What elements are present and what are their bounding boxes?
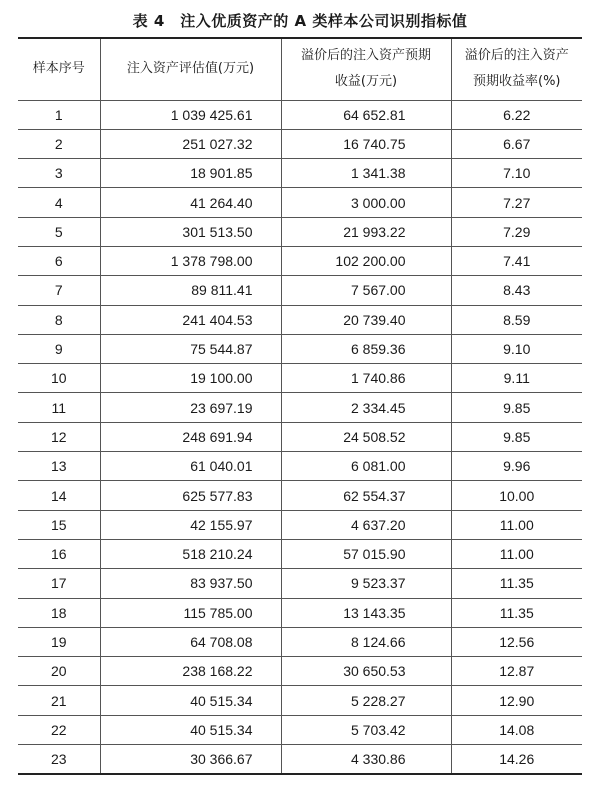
table-row — [18, 393, 582, 422]
cell-expected-income: 20 739.40 — [281, 305, 451, 334]
cell-sample-no: 12 — [18, 422, 100, 451]
cell-expected-rate: 14.26 — [451, 745, 582, 774]
cell-expected-rate: 9.96 — [451, 452, 582, 481]
cell-sample-no: 17 — [18, 569, 100, 598]
cell-asset-value: 41 264.40 — [100, 188, 281, 217]
cell-expected-income: 1 341.38 — [281, 159, 451, 188]
cell-sample-no: 7 — [18, 276, 100, 305]
header-asset-value: 注入资产评估值(万元) — [100, 38, 281, 100]
cell-expected-income: 13 143.35 — [281, 598, 451, 627]
cell-asset-value: 89 811.41 — [100, 276, 281, 305]
table-row — [18, 246, 582, 275]
cell-expected-rate: 9.10 — [451, 334, 582, 363]
header-expected-income — [281, 38, 451, 100]
cell-expected-income: 30 650.53 — [281, 657, 451, 686]
cell-expected-rate: 7.10 — [451, 159, 582, 188]
cell-expected-income: 1 740.86 — [281, 364, 451, 393]
cell-expected-income: 57 015.90 — [281, 539, 451, 568]
cell-sample-no: 21 — [18, 686, 100, 715]
cell-sample-no: 20 — [18, 657, 100, 686]
cell-sample-no: 11 — [18, 393, 100, 422]
cell-expected-rate: 12.90 — [451, 686, 582, 715]
header-expected-income-line1: 溢价后的注入资产预期 — [300, 48, 431, 64]
cell-expected-rate: 12.56 — [451, 627, 582, 656]
cell-expected-income: 8 124.66 — [281, 627, 451, 656]
cell-sample-no: 1 — [18, 100, 100, 129]
cell-expected-income: 5 703.42 — [281, 715, 451, 744]
cell-sample-no: 14 — [18, 481, 100, 510]
cell-asset-value: 248 691.94 — [100, 422, 281, 451]
cell-asset-value: 30 366.67 — [100, 745, 281, 774]
cell-sample-no: 15 — [18, 510, 100, 539]
cell-expected-rate: 6.22 — [451, 100, 582, 129]
table-row — [18, 569, 582, 598]
table-row — [18, 481, 582, 510]
table-row — [18, 334, 582, 363]
cell-sample-no: 13 — [18, 452, 100, 481]
cell-expected-rate: 9.85 — [451, 393, 582, 422]
cell-sample-no: 18 — [18, 598, 100, 627]
cell-asset-value: 625 577.83 — [100, 481, 281, 510]
cell-asset-value: 241 404.53 — [100, 305, 281, 334]
cell-expected-rate: 8.59 — [451, 305, 582, 334]
table-row — [18, 686, 582, 715]
cell-sample-no: 5 — [18, 217, 100, 246]
cell-expected-income: 21 993.22 — [281, 217, 451, 246]
cell-expected-income: 6 081.00 — [281, 452, 451, 481]
cell-expected-rate: 7.41 — [451, 246, 582, 275]
cell-asset-value: 40 515.34 — [100, 715, 281, 744]
cell-expected-income: 16 740.75 — [281, 129, 451, 158]
cell-sample-no: 9 — [18, 334, 100, 363]
cell-asset-value: 115 785.00 — [100, 598, 281, 627]
cell-expected-income: 4 330.86 — [281, 745, 451, 774]
cell-expected-rate: 11.00 — [451, 510, 582, 539]
cell-asset-value: 301 513.50 — [100, 217, 281, 246]
cell-asset-value: 238 168.22 — [100, 657, 281, 686]
table-row — [18, 100, 582, 129]
cell-asset-value: 83 937.50 — [100, 569, 281, 598]
cell-asset-value: 40 515.34 — [100, 686, 281, 715]
cell-asset-value: 19 100.00 — [100, 364, 281, 393]
header-expected-rate — [451, 38, 582, 100]
table-row — [18, 276, 582, 305]
cell-asset-value: 1 378 798.00 — [100, 246, 281, 275]
cell-sample-no: 2 — [18, 129, 100, 158]
cell-expected-rate: 6.67 — [451, 129, 582, 158]
cell-expected-income: 64 652.81 — [281, 100, 451, 129]
cell-sample-no: 22 — [18, 715, 100, 744]
cell-sample-no: 8 — [18, 305, 100, 334]
table-caption: 表 4 注入优质资产的 A 类样本公司识别指标值 — [132, 12, 468, 30]
cell-sample-no: 3 — [18, 159, 100, 188]
data-table — [18, 37, 582, 775]
table-row — [18, 452, 582, 481]
cell-sample-no: 10 — [18, 364, 100, 393]
cell-expected-rate: 10.00 — [451, 481, 582, 510]
cell-asset-value: 518 210.24 — [100, 539, 281, 568]
cell-sample-no: 16 — [18, 539, 100, 568]
cell-expected-rate: 12.87 — [451, 657, 582, 686]
cell-sample-no: 23 — [18, 745, 100, 774]
table-row — [18, 510, 582, 539]
cell-expected-income: 9 523.37 — [281, 569, 451, 598]
cell-expected-rate: 11.35 — [451, 598, 582, 627]
table-row — [18, 159, 582, 188]
cell-expected-income: 5 228.27 — [281, 686, 451, 715]
header-sample-no: 样本序号 — [18, 38, 100, 100]
table-row — [18, 598, 582, 627]
cell-sample-no: 19 — [18, 627, 100, 656]
table-row — [18, 539, 582, 568]
table-row — [18, 715, 582, 744]
cell-asset-value: 251 027.32 — [100, 129, 281, 158]
cell-asset-value: 23 697.19 — [100, 393, 281, 422]
table-body — [18, 100, 582, 774]
cell-expected-rate: 14.08 — [451, 715, 582, 744]
table-header — [18, 38, 582, 100]
cell-expected-income: 4 637.20 — [281, 510, 451, 539]
header-expected-income-line2: 收益(万元) — [334, 74, 398, 90]
cell-expected-rate: 9.11 — [451, 364, 582, 393]
table-row — [18, 188, 582, 217]
table-row — [18, 217, 582, 246]
cell-asset-value: 75 544.87 — [100, 334, 281, 363]
cell-expected-income: 24 508.52 — [281, 422, 451, 451]
table-row — [18, 364, 582, 393]
cell-expected-income: 3 000.00 — [281, 188, 451, 217]
cell-expected-income: 6 859.36 — [281, 334, 451, 363]
cell-expected-income: 2 334.45 — [281, 393, 451, 422]
cell-asset-value: 61 040.01 — [100, 452, 281, 481]
cell-sample-no: 4 — [18, 188, 100, 217]
cell-asset-value: 64 708.08 — [100, 627, 281, 656]
cell-sample-no: 6 — [18, 246, 100, 275]
cell-expected-rate: 8.43 — [451, 276, 582, 305]
table-row — [18, 305, 582, 334]
table-row — [18, 745, 582, 774]
cell-expected-rate: 11.35 — [451, 569, 582, 598]
cell-asset-value: 1 039 425.61 — [100, 100, 281, 129]
cell-asset-value: 18 901.85 — [100, 159, 281, 188]
cell-expected-rate: 7.27 — [451, 188, 582, 217]
cell-expected-rate: 11.00 — [451, 539, 582, 568]
header-expected-rate-line2: 预期收益率(%) — [473, 74, 561, 90]
table-row — [18, 422, 582, 451]
cell-expected-rate: 9.85 — [451, 422, 582, 451]
cell-expected-income: 102 200.00 — [281, 246, 451, 275]
cell-expected-rate: 7.29 — [451, 217, 582, 246]
cell-expected-income: 62 554.37 — [281, 481, 451, 510]
table-row — [18, 129, 582, 158]
cell-expected-income: 7 567.00 — [281, 276, 451, 305]
table-row — [18, 657, 582, 686]
table-row — [18, 627, 582, 656]
header-expected-rate-line1: 溢价后的注入资产 — [464, 48, 569, 64]
cell-asset-value: 42 155.97 — [100, 510, 281, 539]
